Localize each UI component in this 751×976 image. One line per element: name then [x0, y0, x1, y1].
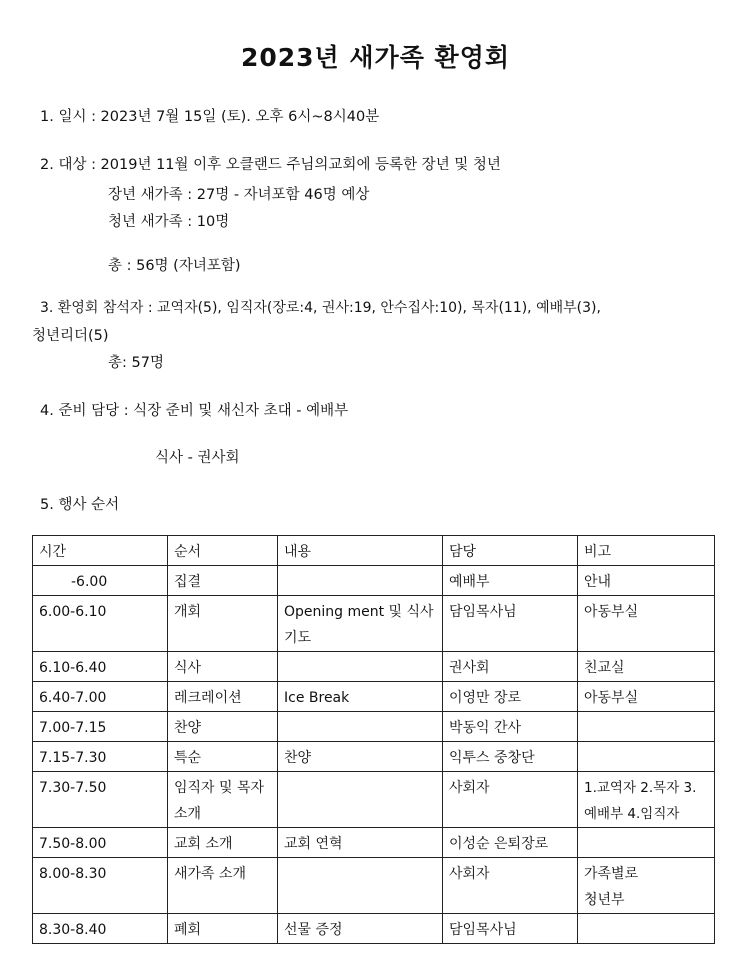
- col-header-owner: 담당: [443, 536, 578, 566]
- item-attendees-cont: 청년리더(5): [32, 328, 109, 344]
- cell-owner: 사회자: [443, 772, 578, 828]
- cell-owner: 이성순 은퇴장로: [443, 828, 578, 858]
- item-attendees-total: 총: 57명: [108, 355, 164, 371]
- item-attendees: 3. 환영회 참석자 : 교역자(5), 임직자(장로:4, 권사:19, 안수집사:10), 목자(11), 예배부(3),: [40, 300, 601, 316]
- cell-order: 특순: [168, 742, 278, 772]
- cell-time: 7.30-7.50: [33, 772, 168, 828]
- cell-owner: 담임목사님: [443, 914, 578, 944]
- cell-content: [278, 652, 443, 682]
- cell-order: 레크레이션: [168, 682, 278, 712]
- table-row: [33, 858, 715, 914]
- cell-time: 8.00-8.30: [33, 858, 168, 914]
- table-row: [33, 682, 715, 712]
- schedule-header-row: [33, 536, 715, 566]
- cell-content: [278, 712, 443, 742]
- cell-note: 아동부실: [578, 682, 715, 712]
- col-header-content: 내용: [278, 536, 443, 566]
- item-target-adult: 장년 새가족 : 27명 - 자녀포함 46명 예상: [108, 187, 370, 203]
- cell-note: [578, 828, 715, 858]
- cell-order: 폐회: [168, 914, 278, 944]
- cell-time: 6.00-6.10: [33, 596, 168, 652]
- cell-time: 8.30-8.40: [33, 914, 168, 944]
- cell-content: 선물 증정: [278, 914, 443, 944]
- cell-time: 6.40-7.00: [33, 682, 168, 712]
- table-row: [33, 742, 715, 772]
- cell-time: 6.10-6.40: [33, 652, 168, 682]
- item-prep-meal: 식사 - 권사회: [155, 450, 240, 466]
- cell-note: 아동부실: [578, 596, 715, 652]
- cell-content: [278, 772, 443, 828]
- cell-owner: 박동익 간사: [443, 712, 578, 742]
- table-row: [33, 712, 715, 742]
- cell-time: 7.15-7.30: [33, 742, 168, 772]
- cell-content: 찬양: [278, 742, 443, 772]
- cell-time: 7.50-8.00: [33, 828, 168, 858]
- cell-note: 가족별로 청년부: [578, 858, 715, 914]
- table-row: [33, 772, 715, 828]
- cell-order: 식사: [168, 652, 278, 682]
- schedule-table: [32, 535, 715, 944]
- cell-owner: 익투스 중창단: [443, 742, 578, 772]
- cell-note: [578, 712, 715, 742]
- cell-order: 임직자 및 목자 소개: [168, 772, 278, 828]
- item-prep: 4. 준비 담당 : 식장 준비 및 새신자 초대 - 예배부: [40, 403, 349, 419]
- cell-order: 새가족 소개: [168, 858, 278, 914]
- cell-content: [278, 566, 443, 596]
- cell-owner: 권사회: [443, 652, 578, 682]
- table-row: [33, 596, 715, 652]
- cell-content: 교회 연혁: [278, 828, 443, 858]
- cell-note: 안내: [578, 566, 715, 596]
- item-order-heading: 5. 행사 순서: [40, 497, 120, 513]
- cell-order: 교회 소개: [168, 828, 278, 858]
- table-row: [33, 566, 715, 596]
- cell-owner: 이영만 장로: [443, 682, 578, 712]
- cell-order: 집결: [168, 566, 278, 596]
- item-target: 2. 대상 : 2019년 11월 이후 오클랜드 주님의교회에 등록한 장년 및 청년: [40, 157, 501, 173]
- cell-note: [578, 914, 715, 944]
- col-header-order: 순서: [168, 536, 278, 566]
- cell-order: 찬양: [168, 712, 278, 742]
- cell-content: [278, 858, 443, 914]
- cell-time: -6.00: [33, 566, 168, 596]
- cell-note: [578, 742, 715, 772]
- cell-content: Ice Break: [278, 682, 443, 712]
- table-row: [33, 652, 715, 682]
- table-row: [33, 914, 715, 944]
- cell-content: Opening ment 및 식사 기도: [278, 596, 443, 652]
- document-title: 2023년 새가족 환영회: [240, 43, 511, 72]
- cell-note: 친교실: [578, 652, 715, 682]
- col-header-time: 시간: [33, 536, 168, 566]
- item-target-youth: 청년 새가족 : 10명: [108, 214, 230, 230]
- cell-owner: 예배부: [443, 566, 578, 596]
- cell-time: 7.00-7.15: [33, 712, 168, 742]
- cell-owner: 사회자: [443, 858, 578, 914]
- table-row: [33, 828, 715, 858]
- cell-owner: 담임목사님: [443, 596, 578, 652]
- item-datetime: 1. 일시 : 2023년 7월 15일 (토). 오후 6시~8시40분: [40, 109, 380, 125]
- item-target-total: 총 : 56명 (자녀포함): [108, 258, 241, 274]
- cell-note: 1.교역자 2.목자 3.예배부 4.임직자: [578, 772, 715, 828]
- cell-order: 개회: [168, 596, 278, 652]
- col-header-note: 비고: [578, 536, 715, 566]
